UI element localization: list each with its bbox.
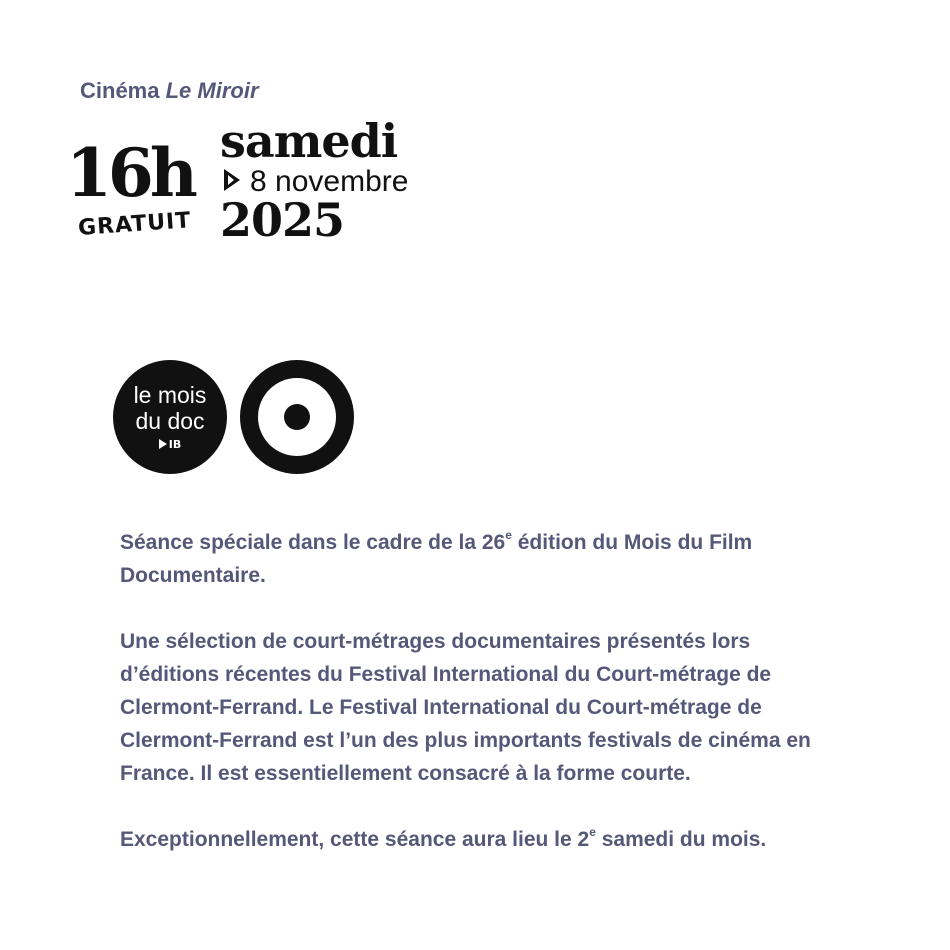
- target-icon: [240, 360, 354, 474]
- event-date: 8 novembre: [250, 165, 409, 198]
- description-paragraph-1: [120, 526, 820, 592]
- p3-text-a: Exceptionnellement, cette séance aura lieu le 2: [120, 828, 590, 851]
- logo-mark: [159, 438, 181, 451]
- p1-superscript: e: [505, 528, 512, 542]
- p3-text-b: samedi du mois.: [595, 828, 767, 851]
- description: [120, 526, 820, 856]
- logo-mark-text: IB: [168, 437, 182, 451]
- p1-text-a: Séance spéciale dans le cadre de la 26: [120, 531, 506, 554]
- p3-superscript: e: [589, 825, 596, 839]
- venue-line: [80, 78, 259, 104]
- venue-name: Le Miroir: [165, 78, 259, 103]
- description-paragraph-2: Une sélection de court-métrages documentaires présentés lors d’éditions récentes du Festival International du Court-métrage de Clermont-Ferrand. Le Festival International du Court-métrage de Clermont-Ferrand est l’un des plus importants festivals de cinéma en France. Il est essentiellement consacré à la forme courte.: [120, 630, 811, 785]
- event-time: 16h: [66, 134, 194, 212]
- p1-text-b: édition du Mois du Film Documentaire.: [120, 531, 753, 587]
- logo-line-2: du doc: [135, 407, 205, 434]
- event-year: 2025: [220, 193, 345, 247]
- venue-prefix: Cinéma: [80, 78, 160, 103]
- logo-line-1: le mois: [133, 382, 207, 409]
- event-day: samedi: [220, 114, 398, 168]
- description-paragraph-3: [120, 823, 820, 856]
- event-price: GRATUIT: [77, 208, 193, 241]
- mois-du-doc-logo: [113, 360, 227, 474]
